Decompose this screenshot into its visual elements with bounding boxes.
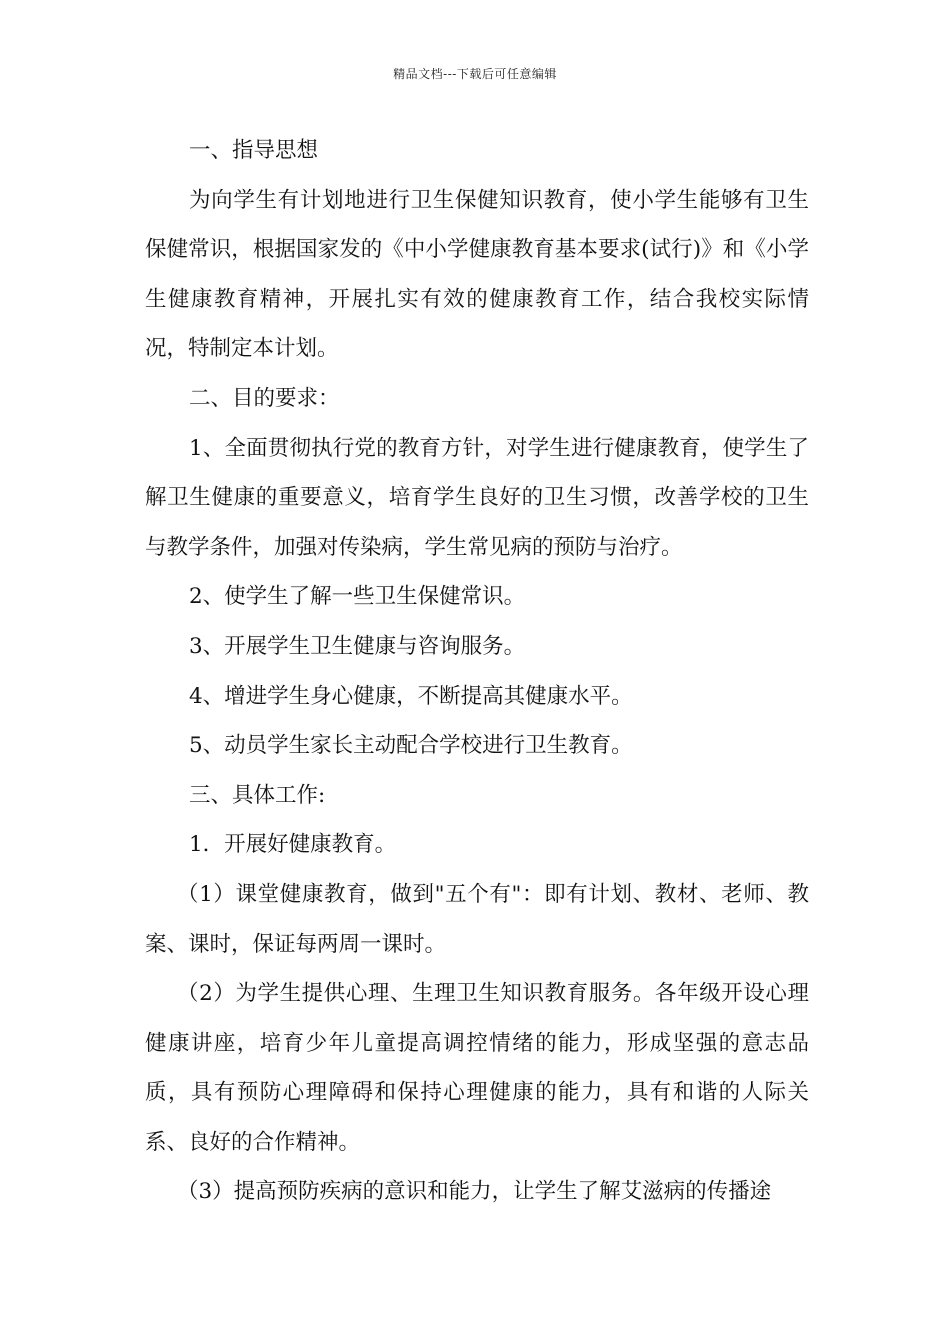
objective-item-1: 1、全面贯彻执行党的教育方针，对学生进行健康教育，使学生了解卫生健康的重要意义，培育学生良好的卫生习惯，改善学校的卫生与教学条件，加强对传染病，学生常见病的预防与治疗。: [145, 435, 809, 560]
section-heading-objectives: 二、目的要求：: [189, 385, 340, 411]
work-subitem-2: （2）为学生提供心理、生理卫生知识教育服务。各年级开设心理健康讲座，培育少年儿童提高调控情绪的能力，形成坚强的意志品质，具有预防心理障碍和保持心理健康的能力，具有和谐的人际关系、良好的合作精神。: [145, 981, 809, 1155]
objective-item-2: 2、使学生了解一些卫生保健常识。: [189, 584, 526, 610]
work-subitem-3: （3）提高预防疾病的意识和能力，让学生了解艾滋病的传播途: [177, 1179, 772, 1205]
section-heading-specific-work: 三、具体工作:: [189, 782, 326, 808]
objective-item-5: 5、动员学生家长主动配合学校进行卫生教育。: [189, 733, 633, 759]
paragraph-guiding-ideology: 为向学生有计划地进行卫生保健知识教育，使小学生能够有卫生保健常识，根据国家发的《中小学健康教育基本要求(试行)》和《小学生健康教育精神，开展扎实有效的健康教育工作，结合我校实际情况，特制定本计划。: [145, 187, 809, 362]
objective-item-3: 3、开展学生卫生健康与咨询服务。: [189, 633, 526, 659]
page-header: 精品文档---下载后可任意编辑: [393, 67, 557, 81]
document-body: [145, 126, 809, 1217]
work-subitem-1: （1）课堂健康教育，做到"五个有"：即有计划、教材、老师、教案、课时，保证每两周一课时。: [145, 881, 809, 957]
section-heading-guiding-ideology: 一、指导思想: [189, 138, 319, 163]
work-item-1: 1．开展好健康教育。: [189, 832, 397, 858]
objective-item-4: 4、增进学生身心健康，不断提高其健康水平。: [189, 683, 633, 709]
